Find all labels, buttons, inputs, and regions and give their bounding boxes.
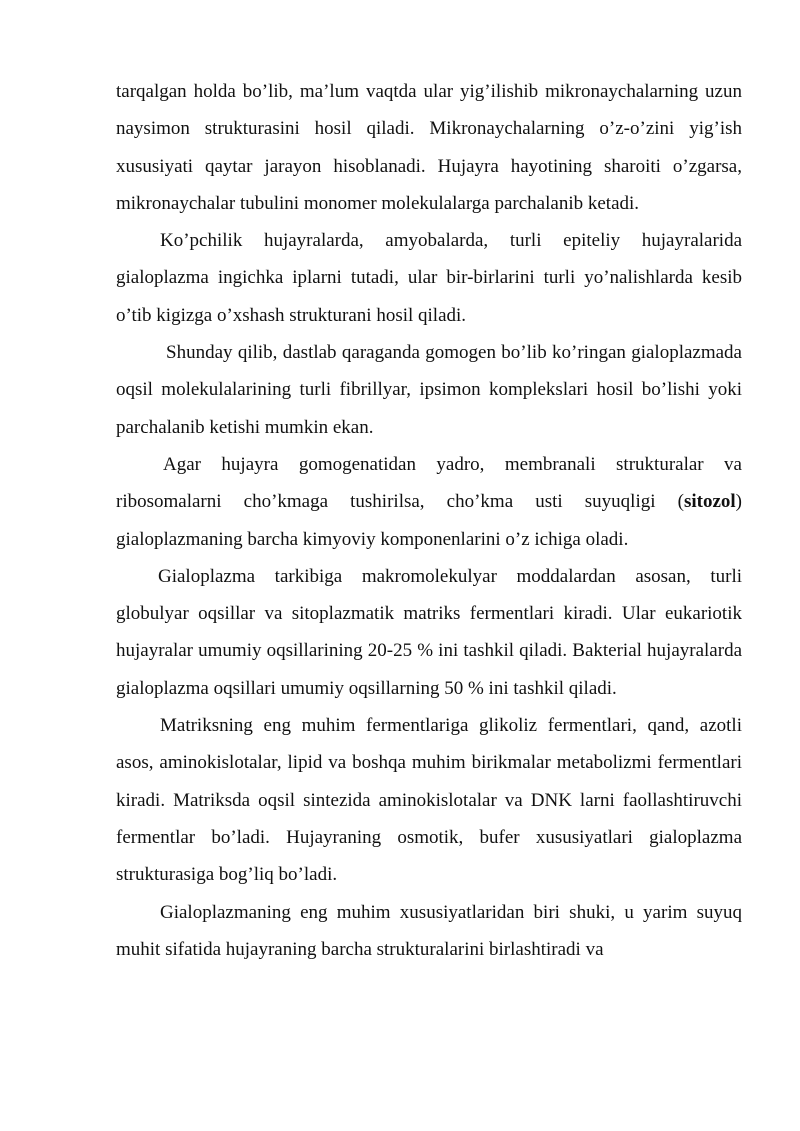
cytosol-text-after: ) gialoplazmaning barcha kimyoviy komponenlarini o’z ichiga oladi. — [116, 491, 742, 550]
paragraph-properties: Gialoplazmaning eng muhim xususiyatlaridan biri shuki, u yarim suyuq muhit sifatida hujayraning barcha strukturalarini birlashtiradi va — [116, 901, 742, 960]
cytosol-term: sitozol — [683, 491, 736, 513]
paragraph-filaments: Ko’pchilik hujayralarda, amyobalarda, turli epiteliy hujayralarida gialoplazma ingichka iplarni tutadi, ular bir-birlarini turli yo’nalishlarda kesib o’tib kigizga o’xshash strukturani hosil qiladi. — [116, 230, 742, 326]
document-page — [116, 73, 742, 968]
paragraph-microtubules: tarqalgan holda bo’lib, ma’lum vaqtda ular yig’ilishib mikronaychalarning uzun naysimon strukturasini hosil qiladi. Mikronaychalarning o’z-o’zini yig’ish xususiyati qaytar jarayon hisoblanadi. Hujayra hayotining sharoiti o’zgarsa, mikronaychalar tubulini monomer molekulalarga parchalanib ketadi. — [116, 81, 742, 214]
paragraph-fibrillar-complexes: Shunday qilib, dastlab qaraganda gomogen bo’lib ko’ringan gialoplazmada oqsil molekulalarining turli fibrillyar, ipsimon komplekslari hosil bo’lishi yoki parchalanib ketishi mumkin ekan. — [116, 342, 742, 438]
paragraph-cytosol — [116, 446, 742, 558]
paragraph-composition: Gialoplazma tarkibiga makromolekulyar moddalardan asosan, turli globulyar oqsillar va sitoplazmatik matriks fermentlari kiradi. Ular eukariotik hujayralar umumiy oqsillarining 20-25 % ini tashkil qiladi. Bakterial hujayralarda gialoplazma oqsillari umumiy oqsillarning 50 % ini tashkil qiladi. — [116, 565, 742, 699]
paragraph-matrix-enzymes: Matriksning eng muhim fermentlariga glikoliz fermentlari, qand, azotli asos, aminokislotalar, lipid va boshqa muhim birikmalar metabolizmi fermentlari kiradi. Matriksda oqsil sintezida aminokislotalar va DNK larni faollashtiruvchi fermentlar bo’ladi. Hujayraning osmotik, bufer xususiyatlari gialoplazma strukturasiga bog’liq bo’ladi. — [116, 715, 742, 886]
cytosol-text-before: Agar hujayra gomogenatidan yadro, membranali strukturalar va ribosomalarni cho’kmaga tushirilsa, cho’kma usti suyuqligi ( — [116, 453, 742, 513]
